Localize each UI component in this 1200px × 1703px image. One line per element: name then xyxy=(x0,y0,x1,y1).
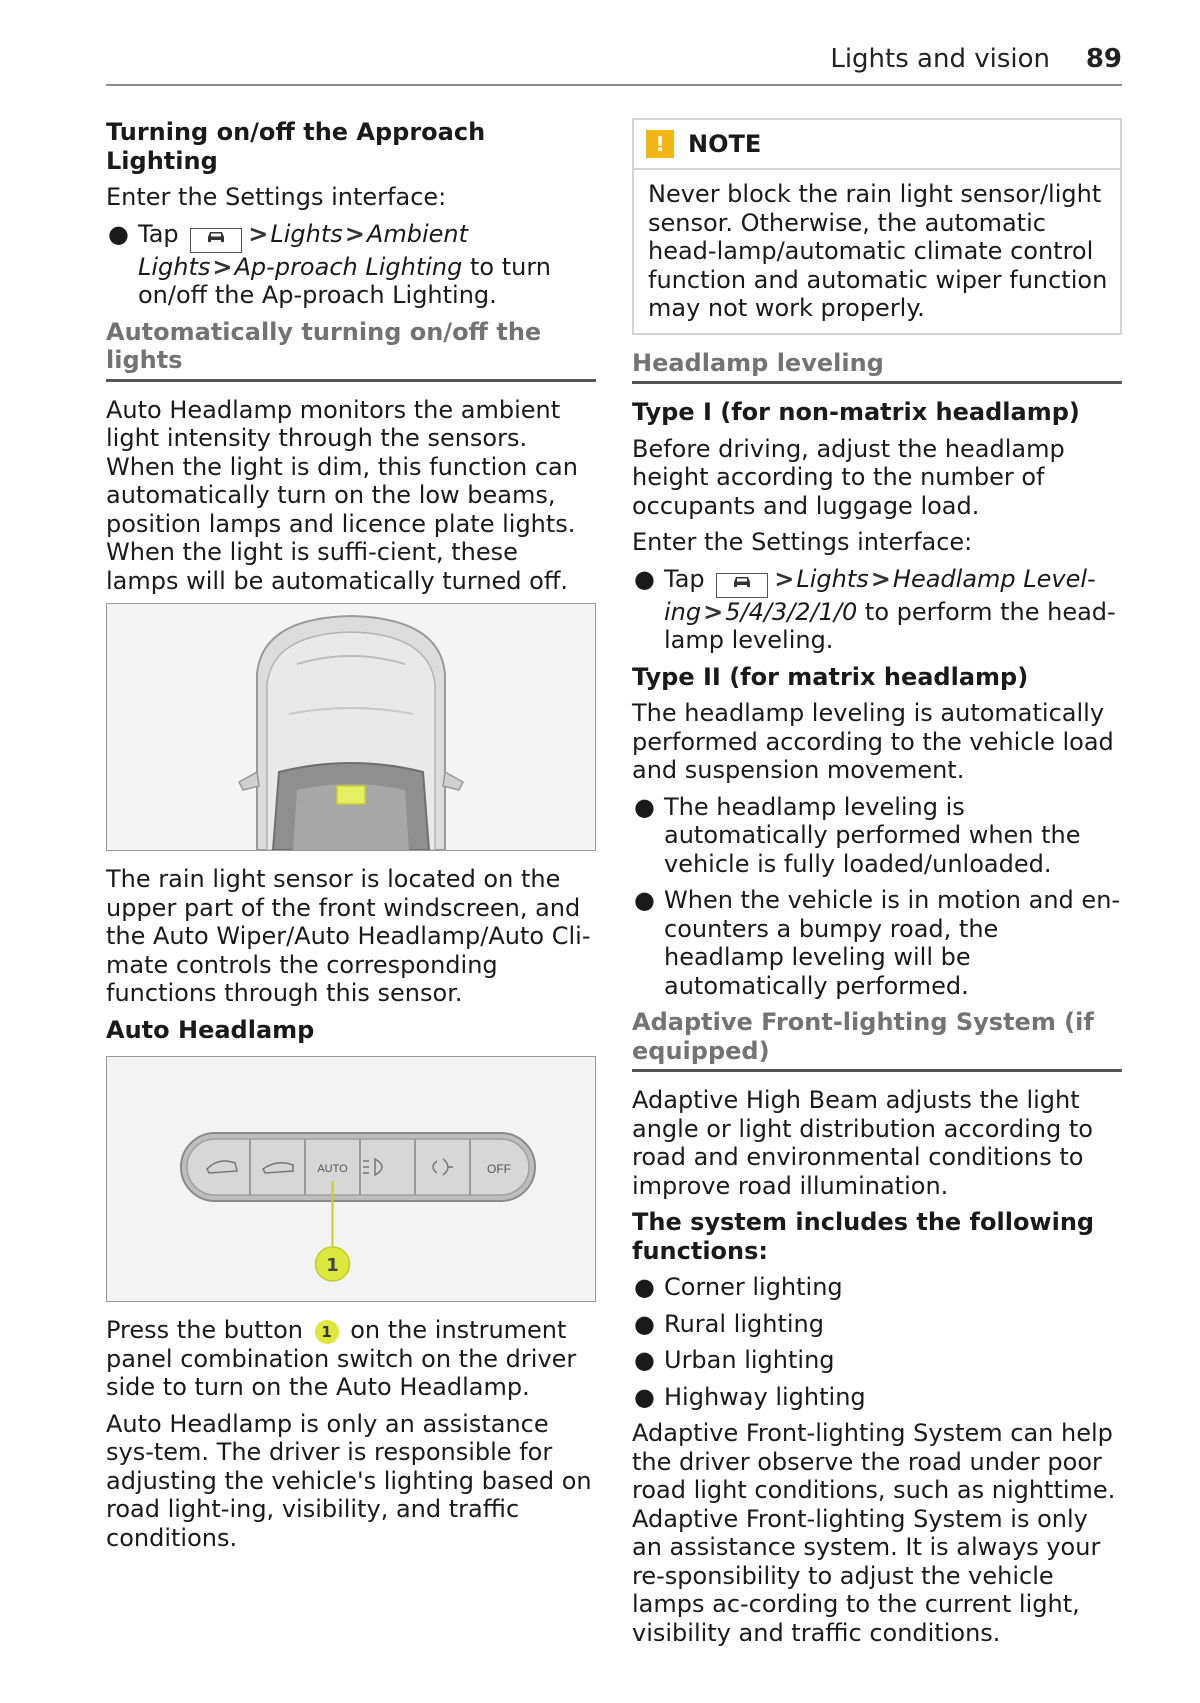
list-item xyxy=(632,1346,1122,1375)
type1-heading: Type I (for non-matrix headlamp) xyxy=(632,398,1080,426)
press-button-paragraph xyxy=(106,1316,596,1402)
tap-label: Tap xyxy=(664,564,705,593)
type2-heading: Type II (for matrix headlamp) xyxy=(632,662,1029,691)
leveling-step xyxy=(632,565,1122,655)
car-top-view-figure xyxy=(106,603,596,851)
path-lights: Lights xyxy=(796,564,869,593)
list-item xyxy=(632,1383,1122,1412)
section-title: Lights and vision xyxy=(830,44,1050,74)
approach-intro: Enter the Settings interface: xyxy=(106,183,447,211)
type2-bullets xyxy=(632,793,1122,1001)
light-switch-panel-illustration xyxy=(107,1057,595,1301)
headlamp-leveling-heading: Headlamp leveling xyxy=(632,349,1122,385)
vehicle-icon xyxy=(716,573,768,598)
list-item-text: When the vehicle is in motion and en-counters a bumpy road, the headlamp leveling will be automatically performed. xyxy=(664,886,1121,1000)
chevron-right-icon: > xyxy=(212,252,233,281)
list-item-text: Corner lighting xyxy=(664,1273,843,1301)
press-post: on the instrument panel combination switch on the driver side to turn on the Auto Headlamp. xyxy=(106,1316,577,1401)
note-label: NOTE xyxy=(688,130,762,158)
afs-functions-list xyxy=(632,1273,1122,1411)
list-item-text: Highway lighting xyxy=(664,1382,866,1411)
assistance-paragraph: Auto Headlamp is only an assistance sys-tem. The driver is responsible for adjusting the vehicle's lighting based on road light-ing, visibility, and traffic conditions. xyxy=(106,1409,592,1552)
bullet-dot: ● xyxy=(634,1346,655,1374)
right-column xyxy=(632,118,1122,1655)
list-item xyxy=(632,1273,1122,1302)
auto-button-label: AUTO xyxy=(317,1163,348,1175)
page-header xyxy=(106,0,1122,86)
approach-steps xyxy=(106,220,596,310)
chevron-right-icon: > xyxy=(870,564,891,593)
leveling-step-tail: to perform the head-lamp leveling. xyxy=(664,597,1116,654)
list-item-text: Rural lighting xyxy=(664,1309,824,1338)
list-item xyxy=(632,886,1122,1000)
bullet-dot: ● xyxy=(634,1273,655,1301)
afs-paragraph-2: Adaptive Front-lighting System can help the driver observe the road under poor road light conditions, such as nighttime. Adaptive Front-lighting System is only an assistance system. It is always your re-sponsibility to adjust the vehicle lamps ac-cording to the current light, visibility and traffic conditions. xyxy=(632,1419,1116,1647)
path-approach-lighting: Ap-proach Lighting xyxy=(234,252,463,281)
chevron-right-icon: > xyxy=(344,219,365,248)
path-headlamp-leveling: Headlamp Level-ing xyxy=(664,564,1096,626)
approach-lighting-heading: Turning on/off the Approach Lighting xyxy=(106,118,486,175)
bullet-dot: ● xyxy=(634,1382,655,1411)
approach-step xyxy=(106,220,596,310)
warning-icon: ! xyxy=(646,130,674,158)
path-level-values: 5/4/3/2/1/0 xyxy=(725,597,858,626)
afs-functions-heading: The system includes the following functions: xyxy=(632,1208,1095,1265)
note-text: Never block the rain light sensor/light sensor. Otherwise, the automatic head-lamp/automatic climate control function and automatic wiper function may not work properly. xyxy=(648,180,1108,322)
bullet-dot: ● xyxy=(634,792,655,821)
auto-lights-paragraph: Auto Headlamp monitors the ambient light intensity through the sensors. When the light is dim, this function can automatically turn on the low beams, position lamps and licence plate lights. When the light is suffi-cient, these lamps will be automatically turned off. xyxy=(106,395,578,595)
list-item-text: Urban lighting xyxy=(664,1346,835,1374)
bullet-dot: ● xyxy=(634,1309,655,1338)
note-box xyxy=(632,118,1122,335)
note-body xyxy=(634,170,1120,333)
leveling-intro: Enter the Settings interface: xyxy=(632,528,973,556)
approach-step-tail: to turn on/off the Ap-proach Lighting. xyxy=(138,252,552,309)
press-pre: Press the button xyxy=(106,1316,303,1344)
list-item xyxy=(632,1310,1122,1339)
bullet-dot: ● xyxy=(634,886,655,914)
list-item-text: The headlamp leveling is automatically performed when the vehicle is fully loaded/unloaded. xyxy=(664,792,1081,878)
leveling-steps xyxy=(632,565,1122,655)
afs-paragraph-1: Adaptive High Beam adjusts the light angle or light distribution according to road and environmental conditions to improve road illumination. xyxy=(632,1086,1093,1200)
off-button-label: OFF xyxy=(487,1162,511,1176)
bullet-dot: ● xyxy=(634,564,655,593)
left-column xyxy=(106,118,596,1560)
list-item xyxy=(632,793,1122,879)
type1-paragraph: Before driving, adjust the headlamp height according to the number of occupants and luggage load. xyxy=(632,434,1065,520)
chevron-right-icon: > xyxy=(703,597,724,626)
note-header xyxy=(634,120,1120,170)
type2-paragraph: The headlamp leveling is automatically performed according to the vehicle load and suspension movement. xyxy=(632,699,1114,784)
callout-badge-inline: 1 xyxy=(315,1320,339,1344)
path-lights: Lights xyxy=(270,219,343,248)
tap-label: Tap xyxy=(138,219,179,248)
vehicle-icon xyxy=(190,228,242,253)
afs-heading: Adaptive Front-lighting System (if equipped) xyxy=(632,1008,1122,1072)
path-ambient-lights: Ambient Lights xyxy=(138,219,468,281)
chevron-right-icon: > xyxy=(774,564,795,593)
rain-sensor-paragraph: The rain light sensor is located on the upper part of the front windscreen, and the Auto Wiper/Auto Headlamp/Auto Cli-mate controls the corresponding functions through this sensor. xyxy=(106,865,591,1007)
car-top-view-illustration xyxy=(107,604,595,850)
switch-panel-figure xyxy=(106,1056,596,1302)
auto-lights-heading: Automatically turning on/off the lights xyxy=(106,318,596,382)
page-number: 89 xyxy=(1085,44,1122,74)
auto-headlamp-heading: Auto Headlamp xyxy=(106,1015,315,1044)
callout-number: 1 xyxy=(326,1255,339,1276)
bullet-dot: ● xyxy=(108,219,129,248)
rain-light-sensor-marker xyxy=(337,786,365,804)
chevron-right-icon: > xyxy=(248,219,269,248)
